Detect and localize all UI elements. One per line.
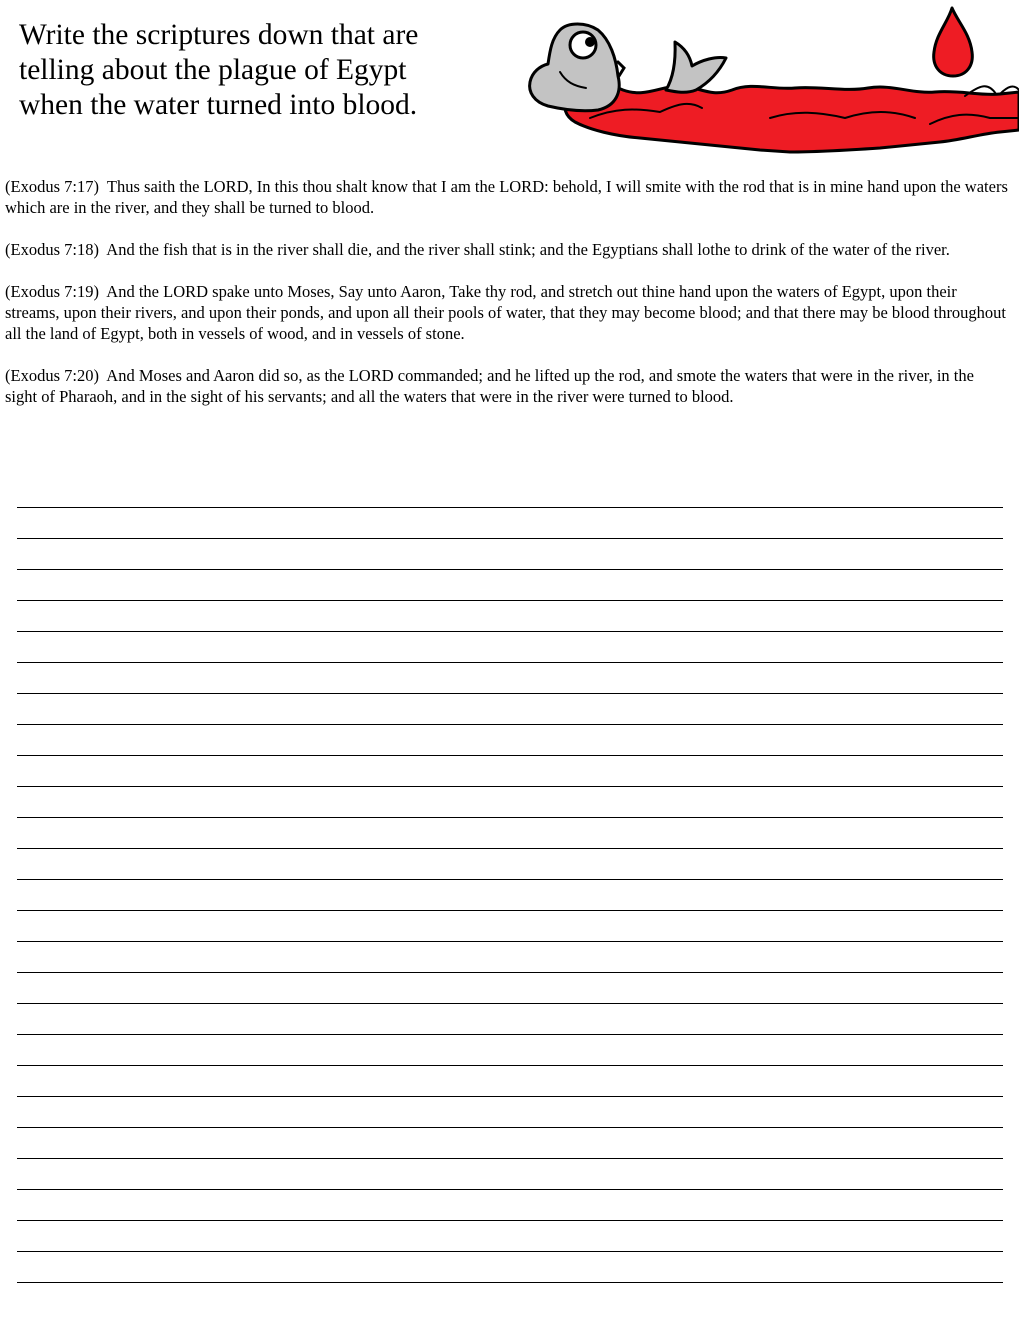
writing-line bbox=[17, 631, 1003, 662]
blood-river-illustration bbox=[520, 0, 1019, 160]
writing-lines bbox=[17, 507, 1003, 1313]
writing-line bbox=[17, 1127, 1003, 1158]
writing-line bbox=[17, 1220, 1003, 1251]
writing-line bbox=[17, 724, 1003, 755]
writing-line bbox=[17, 507, 1003, 538]
verse-reference: (Exodus 7:18) bbox=[5, 240, 99, 259]
fish-fin bbox=[666, 42, 726, 92]
fish-fin-icon bbox=[666, 42, 726, 92]
title-line: Write the scriptures down that are bbox=[19, 19, 419, 51]
writing-line bbox=[17, 1189, 1003, 1220]
verse-text: And the LORD spake unto Moses, Say unto Aaron, Take thy rod, and stretch out thine hand upon the waters of Egypt, upon their streams, upon their rivers, and upon their ponds, and upon all their pools of water, that they may become blood; and that there may be blood throughout all the land of Egypt, both in vessels of wood, and in vessels of stone. bbox=[5, 282, 1007, 343]
blood-drop bbox=[934, 8, 973, 76]
scripture-verse bbox=[5, 176, 1010, 218]
blood-river-shape bbox=[565, 86, 1019, 152]
title-line: telling about the plague of Egypt bbox=[19, 54, 407, 86]
fish-pupil bbox=[585, 37, 595, 47]
writing-line bbox=[17, 1158, 1003, 1189]
writing-line bbox=[17, 755, 1003, 786]
writing-line bbox=[17, 600, 1003, 631]
writing-line bbox=[17, 1065, 1003, 1096]
verse-reference: (Exodus 7:17) bbox=[5, 177, 99, 196]
fish-mouth bbox=[618, 62, 624, 76]
writing-line bbox=[17, 569, 1003, 600]
blood-river-icon bbox=[565, 86, 1019, 152]
scripture-verse bbox=[5, 281, 1010, 344]
scripture-verse bbox=[5, 239, 1010, 260]
writing-line bbox=[17, 848, 1003, 879]
verse-text: Thus saith the LORD, In this thou shalt know that I am the LORD: behold, I will smite with the rod that is in mine hand upon the waters which are in the river, and they shall be turned to blood. bbox=[5, 177, 1008, 217]
fish-icon bbox=[530, 24, 624, 111]
writing-line bbox=[17, 662, 1003, 693]
blood-drop-icon bbox=[934, 8, 973, 76]
scripture-passages bbox=[5, 176, 1010, 428]
writing-line bbox=[17, 1251, 1003, 1282]
writing-line bbox=[17, 693, 1003, 724]
writing-line bbox=[17, 817, 1003, 848]
writing-line bbox=[17, 538, 1003, 569]
writing-line bbox=[17, 1282, 1003, 1313]
verse-text: And Moses and Aaron did so, as the LORD commanded; and he lifted up the rod, and smote the waters that were in the river, in the sight of Pharaoh, and in the sight of his servants; and all the waters that were in the river were turned to blood. bbox=[5, 366, 974, 406]
writing-line bbox=[17, 879, 1003, 910]
scripture-verse bbox=[5, 365, 1010, 407]
writing-line bbox=[17, 1034, 1003, 1065]
worksheet-title bbox=[19, 18, 519, 123]
verse-reference: (Exodus 7:20) bbox=[5, 366, 99, 385]
writing-line bbox=[17, 941, 1003, 972]
writing-line bbox=[17, 1003, 1003, 1034]
writing-line bbox=[17, 786, 1003, 817]
verse-text: And the fish that is in the river shall die, and the river shall stink; and the Egyptians shall lothe to drink of the water of the river. bbox=[106, 240, 950, 259]
writing-line bbox=[17, 972, 1003, 1003]
verse-reference: (Exodus 7:19) bbox=[5, 282, 99, 301]
writing-line bbox=[17, 910, 1003, 941]
writing-line bbox=[17, 1096, 1003, 1127]
title-line: when the water turned into blood. bbox=[19, 89, 418, 121]
